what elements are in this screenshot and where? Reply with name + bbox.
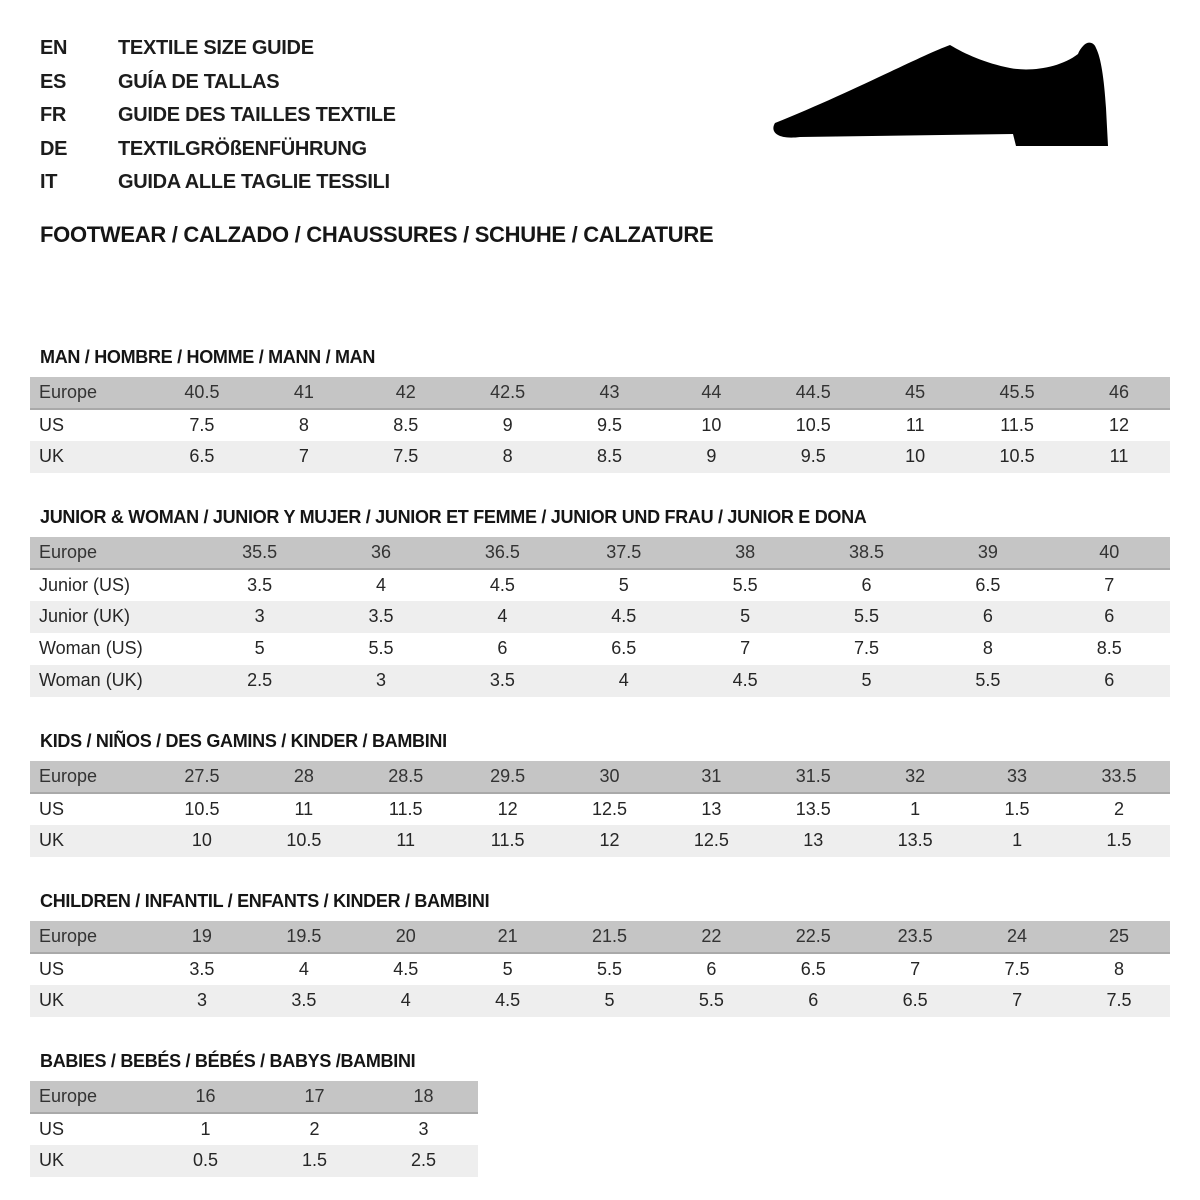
size-value-cell: 7.5 bbox=[854, 638, 880, 658]
size-value-cell: 4 bbox=[298, 958, 309, 979]
language-code: FR bbox=[40, 104, 67, 126]
row-label-cell: US bbox=[39, 798, 65, 819]
size-value-cell: 8 bbox=[1114, 958, 1125, 979]
size-value-cell: 5.5 bbox=[975, 670, 1001, 690]
size-value-cell: 5.5 bbox=[368, 638, 394, 658]
table-row bbox=[30, 793, 1170, 825]
size-value-cell: 8 bbox=[982, 638, 993, 658]
row-label-cell: UK bbox=[39, 830, 65, 850]
size-value-cell: 11 bbox=[905, 414, 925, 435]
size-table-section-babies bbox=[30, 1051, 1170, 1177]
size-value-cell: 31 bbox=[701, 765, 722, 786]
dress-shoe-path bbox=[773, 43, 1108, 146]
table-title-children: CHILDREN / INFANTIL / ENFANTS / KINDER / BAMBINI bbox=[40, 890, 490, 911]
size-value-cell: 4.5 bbox=[489, 574, 515, 595]
size-value-cell: 11 bbox=[294, 798, 314, 819]
size-value-cell: 46 bbox=[1108, 381, 1130, 402]
table-header-row bbox=[30, 377, 1170, 409]
size-value-cell: 8.5 bbox=[596, 446, 623, 466]
size-value-cell: 4 bbox=[400, 990, 411, 1010]
size-value-cell: 13 bbox=[803, 830, 824, 850]
size-value-cell: 6.5 bbox=[975, 574, 1001, 595]
size-value-cell: 13.5 bbox=[897, 830, 933, 850]
language-title: TEXTILE SIZE GUIDE bbox=[118, 37, 314, 59]
size-value-cell: 36.5 bbox=[484, 541, 520, 562]
row-label-cell: UK bbox=[39, 990, 65, 1010]
row-label-cell: Europe bbox=[39, 765, 98, 786]
size-value-cell: 3 bbox=[376, 670, 387, 690]
size-value-cell: 11 bbox=[396, 830, 416, 850]
size-value-cell: 0.5 bbox=[192, 1150, 219, 1170]
size-value-cell: 7 bbox=[298, 446, 309, 466]
size-value-cell: 24 bbox=[1007, 925, 1028, 946]
size-value-cell: 12 bbox=[497, 798, 518, 819]
row-label-cell: Europe bbox=[39, 541, 98, 562]
size-value-cell: 28 bbox=[293, 765, 314, 786]
size-value-cell: 7.5 bbox=[189, 414, 215, 435]
size-value-cell: 7.5 bbox=[1004, 958, 1030, 979]
size-table-babies bbox=[30, 1081, 478, 1177]
size-value-cell: 8 bbox=[502, 446, 513, 466]
category-heading: FOOTWEAR / CALZADO / CHAUSSURES / SCHUHE / CALZATURE bbox=[40, 221, 714, 247]
size-value-cell: 19.5 bbox=[286, 925, 322, 946]
table-row bbox=[30, 601, 1170, 633]
size-value-cell: 12.5 bbox=[591, 798, 628, 819]
size-value-cell: 4.5 bbox=[732, 670, 758, 690]
table-row bbox=[30, 1145, 478, 1177]
size-value-cell: 4.5 bbox=[393, 958, 419, 979]
table-row bbox=[30, 1113, 478, 1145]
table-row bbox=[30, 985, 1170, 1017]
language-title: GUIDA ALLE TAGLIE TESSILI bbox=[118, 171, 390, 193]
size-value-cell: 3.5 bbox=[489, 670, 515, 690]
size-value-cell: 22 bbox=[701, 925, 722, 946]
size-value-cell: 40 bbox=[1099, 541, 1120, 562]
size-value-cell: 40.5 bbox=[184, 381, 220, 402]
language-title: GUÍA DE TALLAS bbox=[118, 70, 280, 93]
row-label-cell: Junior (UK) bbox=[39, 606, 131, 626]
table-header-row bbox=[30, 921, 1170, 953]
size-value-cell: 9 bbox=[502, 414, 513, 435]
size-value-cell: 3.5 bbox=[189, 958, 215, 979]
size-table-section-man bbox=[30, 347, 1170, 473]
size-value-cell: 1 bbox=[200, 1118, 211, 1139]
language-code: DE bbox=[40, 137, 68, 160]
size-table-section-children bbox=[30, 891, 1170, 1017]
size-value-cell: 6.5 bbox=[902, 990, 928, 1010]
size-value-cell: 10.5 bbox=[286, 830, 322, 850]
size-table-junior-woman bbox=[30, 537, 1170, 697]
table-title-junior-woman: JUNIOR & WOMAN / JUNIOR Y MUJER / JUNIOR ET FEMME / JUNIOR UND FRAU / JUNIOR E DONA bbox=[40, 506, 867, 527]
size-value-cell: 21.5 bbox=[591, 925, 628, 946]
size-value-cell: 1.5 bbox=[1004, 798, 1030, 819]
size-value-cell: 5 bbox=[618, 574, 629, 595]
size-value-cell: 3.5 bbox=[247, 574, 273, 595]
size-value-cell: 6.5 bbox=[800, 958, 826, 979]
size-table-section-junior-woman bbox=[30, 507, 1170, 697]
language-code: EN bbox=[40, 37, 68, 59]
size-value-cell: 5.5 bbox=[732, 574, 758, 595]
size-value-cell: 6 bbox=[1104, 606, 1115, 626]
size-value-cell: 35.5 bbox=[242, 541, 278, 562]
size-value-cell: 37.5 bbox=[606, 541, 642, 562]
size-value-cell: 41 bbox=[293, 381, 314, 402]
size-tables bbox=[30, 347, 1170, 1177]
size-value-cell: 4 bbox=[618, 670, 629, 690]
language-code: IT bbox=[40, 171, 58, 193]
language-title: GUIDE DES TAILLES TEXTILE bbox=[118, 104, 396, 126]
size-value-cell: 21 bbox=[497, 925, 518, 946]
size-value-cell: 8 bbox=[298, 414, 309, 435]
size-value-cell: 33 bbox=[1007, 765, 1028, 786]
size-value-cell: 23.5 bbox=[897, 925, 933, 946]
size-value-cell: 7 bbox=[910, 958, 921, 979]
table-row bbox=[30, 409, 1170, 441]
size-value-cell: 5 bbox=[740, 606, 751, 626]
row-label-cell: Woman (US) bbox=[39, 638, 143, 658]
language-row-it bbox=[30, 166, 1170, 200]
size-value-cell: 16 bbox=[195, 1085, 216, 1106]
size-value-cell: 2.5 bbox=[410, 1150, 437, 1170]
table-row bbox=[30, 953, 1170, 985]
row-label-cell: UK bbox=[39, 1150, 65, 1170]
size-value-cell: 11.5 bbox=[490, 830, 525, 850]
size-value-cell: 28.5 bbox=[388, 765, 424, 786]
size-value-cell: 6.5 bbox=[611, 638, 637, 658]
size-value-cell: 44 bbox=[701, 381, 722, 402]
row-label-cell: US bbox=[39, 958, 65, 979]
table-title-man: MAN / HOMBRE / HOMME / MANN / MAN bbox=[40, 346, 376, 367]
size-value-cell: 9.5 bbox=[800, 446, 826, 466]
size-value-cell: 1.5 bbox=[301, 1150, 328, 1170]
size-value-cell: 17 bbox=[304, 1085, 325, 1106]
size-value-cell: 11.5 bbox=[1000, 414, 1034, 435]
size-value-cell: 33.5 bbox=[1101, 765, 1137, 786]
table-row bbox=[30, 633, 1170, 665]
size-value-cell: 4.5 bbox=[611, 606, 637, 626]
size-value-cell: 4.5 bbox=[495, 990, 521, 1010]
table-title-babies: BABIES / BEBÉS / BÉBÉS / BABYS /BAMBINI bbox=[40, 1050, 416, 1071]
size-value-cell: 45 bbox=[905, 381, 926, 402]
table-header-row bbox=[30, 761, 1170, 793]
size-value-cell: 5.5 bbox=[596, 958, 623, 979]
row-label-cell: Europe bbox=[39, 381, 98, 402]
size-value-cell: 22.5 bbox=[795, 925, 831, 946]
size-value-cell: 6 bbox=[861, 574, 872, 595]
size-value-cell: 19 bbox=[191, 925, 212, 946]
tables-container bbox=[30, 347, 1170, 1177]
size-table-man bbox=[30, 377, 1170, 473]
table-row bbox=[30, 825, 1170, 857]
size-value-cell: 27.5 bbox=[184, 765, 220, 786]
size-table-kids bbox=[30, 761, 1170, 857]
size-value-cell: 10 bbox=[191, 830, 212, 850]
language-code: ES bbox=[40, 70, 67, 93]
size-value-cell: 18 bbox=[413, 1085, 434, 1106]
size-value-cell: 5 bbox=[502, 958, 513, 979]
size-value-cell: 5.5 bbox=[698, 990, 724, 1010]
size-value-cell: 6 bbox=[706, 958, 717, 979]
size-table-section-kids bbox=[30, 731, 1170, 857]
size-value-cell: 43 bbox=[599, 381, 620, 402]
size-value-cell: 12 bbox=[1108, 414, 1130, 435]
size-value-cell: 20 bbox=[395, 925, 416, 946]
size-value-cell: 2 bbox=[309, 1118, 320, 1139]
size-value-cell: 13.5 bbox=[795, 798, 831, 819]
size-value-cell: 38 bbox=[735, 541, 756, 562]
size-value-cell: 36 bbox=[371, 541, 392, 562]
size-value-cell: 4 bbox=[376, 574, 387, 595]
size-value-cell: 7 bbox=[1104, 574, 1115, 595]
size-value-cell: 1 bbox=[910, 798, 921, 819]
size-value-cell: 1.5 bbox=[1106, 830, 1132, 850]
size-value-cell: 6.5 bbox=[189, 446, 215, 466]
language-title: TEXTILGRÖßENFÜHRUNG bbox=[118, 137, 367, 160]
table-header-row bbox=[30, 1081, 478, 1113]
size-value-cell: 3.5 bbox=[368, 606, 394, 626]
size-value-cell: 8.5 bbox=[1096, 638, 1122, 658]
size-value-cell: 30 bbox=[599, 765, 620, 786]
table-row bbox=[30, 665, 1170, 697]
size-value-cell: 5.5 bbox=[854, 606, 880, 626]
size-value-cell: 7.5 bbox=[1106, 990, 1132, 1010]
dress-shoe-icon bbox=[770, 38, 1110, 150]
size-value-cell: 5 bbox=[861, 670, 872, 690]
size-value-cell: 10 bbox=[701, 414, 722, 435]
table-row bbox=[30, 569, 1170, 601]
size-value-cell: 7.5 bbox=[393, 446, 419, 466]
table-title-kids: KIDS / NIÑOS / DES GAMINS / KINDER / BAMBINI bbox=[40, 730, 447, 751]
size-value-cell: 42 bbox=[395, 381, 416, 402]
table-header-row bbox=[30, 537, 1170, 569]
size-value-cell: 4 bbox=[497, 606, 508, 626]
size-value-cell: 39 bbox=[977, 541, 998, 562]
size-value-cell: 11 bbox=[1109, 446, 1129, 466]
size-value-cell: 9 bbox=[706, 446, 717, 466]
row-label-cell: Junior (US) bbox=[39, 574, 131, 595]
size-value-cell: 5 bbox=[254, 638, 265, 658]
size-value-cell: 12.5 bbox=[693, 830, 729, 850]
size-value-cell: 10.5 bbox=[999, 446, 1035, 466]
row-label-cell: UK bbox=[39, 446, 65, 466]
size-value-cell: 6 bbox=[1104, 670, 1115, 690]
size-value-cell: 10.5 bbox=[795, 414, 831, 435]
size-value-cell: 31.5 bbox=[795, 765, 831, 786]
size-value-cell: 38.5 bbox=[849, 541, 885, 562]
size-value-cell: 25 bbox=[1108, 925, 1130, 946]
row-label-cell: US bbox=[39, 1118, 65, 1139]
size-value-cell: 1 bbox=[1012, 830, 1023, 850]
size-value-cell: 12 bbox=[599, 830, 620, 850]
size-value-cell: 29.5 bbox=[490, 765, 526, 786]
table-row bbox=[30, 441, 1170, 473]
size-value-cell: 2 bbox=[1114, 798, 1125, 819]
size-value-cell: 3 bbox=[418, 1118, 429, 1139]
size-value-cell: 32 bbox=[905, 765, 926, 786]
size-value-cell: 3 bbox=[196, 990, 207, 1010]
row-label-cell: US bbox=[39, 414, 65, 435]
size-value-cell: 9.5 bbox=[596, 414, 623, 435]
size-value-cell: 8.5 bbox=[393, 414, 419, 435]
size-table-children bbox=[30, 921, 1170, 1017]
size-value-cell: 6 bbox=[497, 638, 508, 658]
row-label-cell: Woman (UK) bbox=[39, 670, 143, 690]
size-value-cell: 3 bbox=[254, 606, 265, 626]
size-value-cell: 42.5 bbox=[490, 381, 526, 402]
size-value-cell: 7 bbox=[740, 638, 751, 658]
size-value-cell: 6 bbox=[982, 606, 993, 626]
size-value-cell: 10 bbox=[905, 446, 926, 466]
row-label-cell: Europe bbox=[39, 925, 98, 946]
size-value-cell: 2.5 bbox=[247, 670, 273, 690]
size-value-cell: 13 bbox=[701, 798, 722, 819]
size-value-cell: 10.5 bbox=[184, 798, 220, 819]
row-label-cell: Europe bbox=[39, 1085, 98, 1106]
size-value-cell: 7 bbox=[1012, 990, 1023, 1010]
size-value-cell: 44.5 bbox=[795, 381, 831, 402]
size-value-cell: 11.5 bbox=[388, 798, 423, 819]
size-value-cell: 5 bbox=[604, 990, 615, 1010]
size-value-cell: 45.5 bbox=[999, 381, 1035, 402]
size-value-cell: 3.5 bbox=[291, 990, 317, 1010]
size-value-cell: 6 bbox=[808, 990, 819, 1010]
